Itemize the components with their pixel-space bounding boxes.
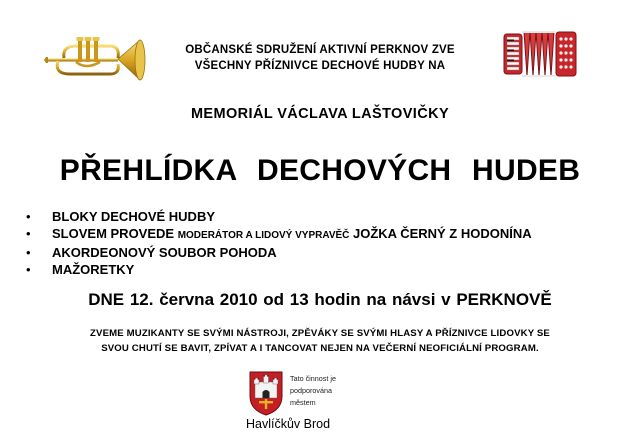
invitation-intro: [140, 42, 500, 74]
intro-line-2: VŠECHNY PŘÍZNIVCE DECHOVÉ HUDBY NA: [194, 60, 446, 72]
program-item-2-small: MODERÁTOR A LIDOVÝ VYPRAVĚČ: [177, 230, 350, 241]
town-name: Havlíčkův Brod: [246, 417, 331, 431]
program-item-3: AKORDEONOVÝ SOUBOR POHODA: [52, 245, 277, 260]
sponsor-line-3: městem: [290, 398, 316, 407]
invitation-line-2: SVOU CHUTÍ SE BAVIT, ZPÍVAT A I TANCOVAT NEJEN NA VEČERNÍ NEOFICIÁLNÍ PROGRAM.: [101, 343, 539, 354]
list-item: [26, 244, 532, 261]
event-headline: PŘEHLÍDKA DECHOVÝCH HUDEB: [59, 154, 581, 187]
list-item: [26, 261, 532, 278]
invitation-text: [40, 326, 600, 356]
sponsor-note: [290, 373, 350, 409]
event-date: DNE 12. června 2010 od 13 hodin na návsi v PERKNOVĚ: [88, 290, 552, 309]
program-item-2-end: JOŽKA ČERNÝ Z HODONÍNA: [349, 226, 532, 241]
invitation-line-1: ZVEME MUZIKANTY SE SVÝMI NÁSTROJI, ZPĚVÁKY SE SVÝMI HLASY A PŘÍZNIVCE LIDOVKY SE: [90, 328, 550, 339]
intro-line-1: OBČANSKÉ SDRUŽENÍ AKTIVNÍ PERKNOV ZVE: [185, 44, 455, 56]
trumpet-icon: [40, 30, 152, 86]
accordion-icon: [502, 26, 578, 82]
sponsor-line-1: Tato činnost je: [290, 374, 336, 383]
program-list: [26, 208, 532, 278]
program-item-2-start: SLOVEM PROVEDE: [52, 226, 178, 241]
program-item-4: MAŽORETKY: [52, 262, 135, 277]
list-item: [26, 208, 532, 225]
sponsor-line-2: podporována: [290, 386, 332, 395]
memorial-title: MEMORIÁL VÁCLAVA LAŠTOVIČKY: [190, 106, 450, 122]
list-item: [26, 225, 532, 244]
coat-of-arms-icon: [248, 370, 284, 416]
program-item-1: BLOKY DECHOVÉ HUDBY: [52, 209, 216, 224]
